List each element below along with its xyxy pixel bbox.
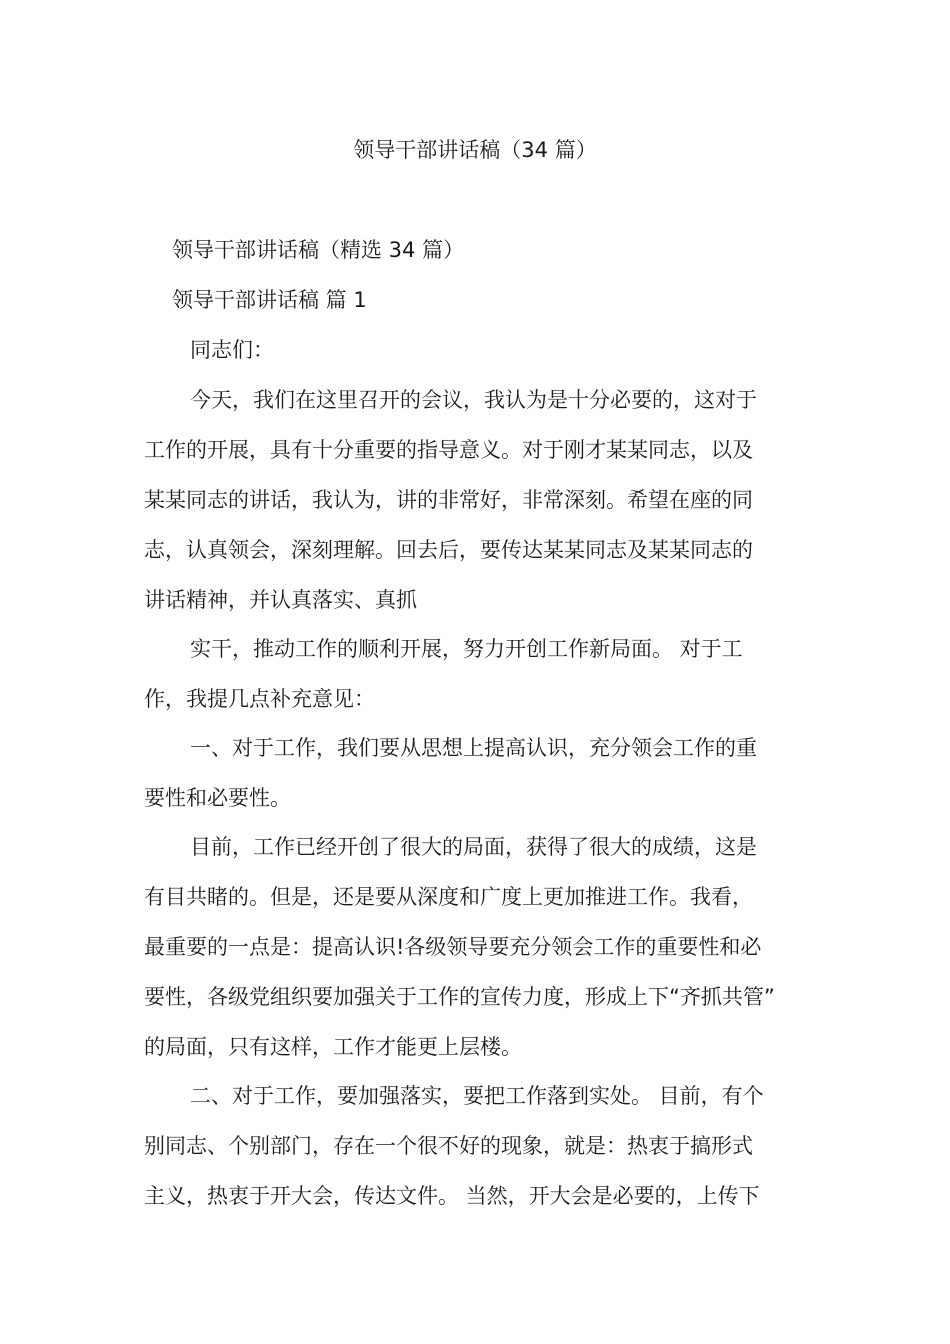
paragraph-line: 作，我提几点补充意见：: [144, 687, 375, 711]
paragraph-line: 讲话精神，并认真落实、真抓: [144, 588, 417, 612]
paragraph-line: 工作的开展，具有十分重要的指导意义。对于刚才某某同志，以及: [144, 438, 753, 462]
paragraph-line: 某某同志的讲话，我认为，讲的非常好，非常深刻。希望在座的同: [144, 488, 753, 512]
salutation: 同志们：: [190, 338, 274, 362]
salutation-block: [144, 325, 808, 375]
paragraph-3: [144, 723, 808, 823]
paragraph-2: [144, 624, 808, 724]
paragraph-line: 主义，热衷于开大会，传达文件。 当然，开大会是必要的，上传下: [144, 1184, 760, 1208]
paragraph-line: 的局面，只有这样，工作才能更上层楼。: [144, 1035, 522, 1059]
paragraph-line: 今天，我们在这里召开的会议，我认为是十分必要的，这对于: [190, 388, 757, 412]
paragraph-line: 实干，推动工作的顺利开展，努力开创工作新局面。 对于工: [190, 637, 743, 661]
paragraph-line: 要性和必要性。: [144, 786, 291, 810]
document-subtitle: 领导干部讲话稿（精选 34 篇）: [172, 238, 465, 262]
document-title: 领导干部讲话稿（34 篇）: [353, 138, 597, 162]
paragraph-line: 一、对于工作，我们要从思想上提高认识，充分领会工作的重: [190, 736, 757, 760]
paragraph-line: 志，认真领会，深刻理解。回去后，要传达某某同志及某某同志的: [144, 538, 753, 562]
paragraph-line: 别同志、个别部门，存在一个很不好的现象，就是：热衷于搞形式: [144, 1134, 753, 1158]
paragraph-4: [144, 822, 808, 1072]
paragraph-line: 最重要的一点是：提高认识!各级领导要充分领会工作的重要性和必: [144, 935, 762, 959]
paragraph-line: 目前，工作已经开创了很大的局面，获得了很大的成绩，这是: [190, 835, 757, 859]
paragraph-line: 有目共睹的。但是，还是要从深度和广度上更加推进工作。我看，: [144, 885, 753, 909]
section-heading: 领导干部讲话稿 篇 1: [172, 288, 367, 312]
paragraph-line: 要性，各级党组织要加强关于工作的宣传力度，形成上下“齐抓共管”: [144, 985, 775, 1009]
paragraph-5: [144, 1071, 808, 1221]
paragraph-line: 二、对于工作，要加强落实，要把工作落到实处。 目前，有个: [190, 1084, 764, 1108]
paragraph-1: [144, 375, 808, 625]
